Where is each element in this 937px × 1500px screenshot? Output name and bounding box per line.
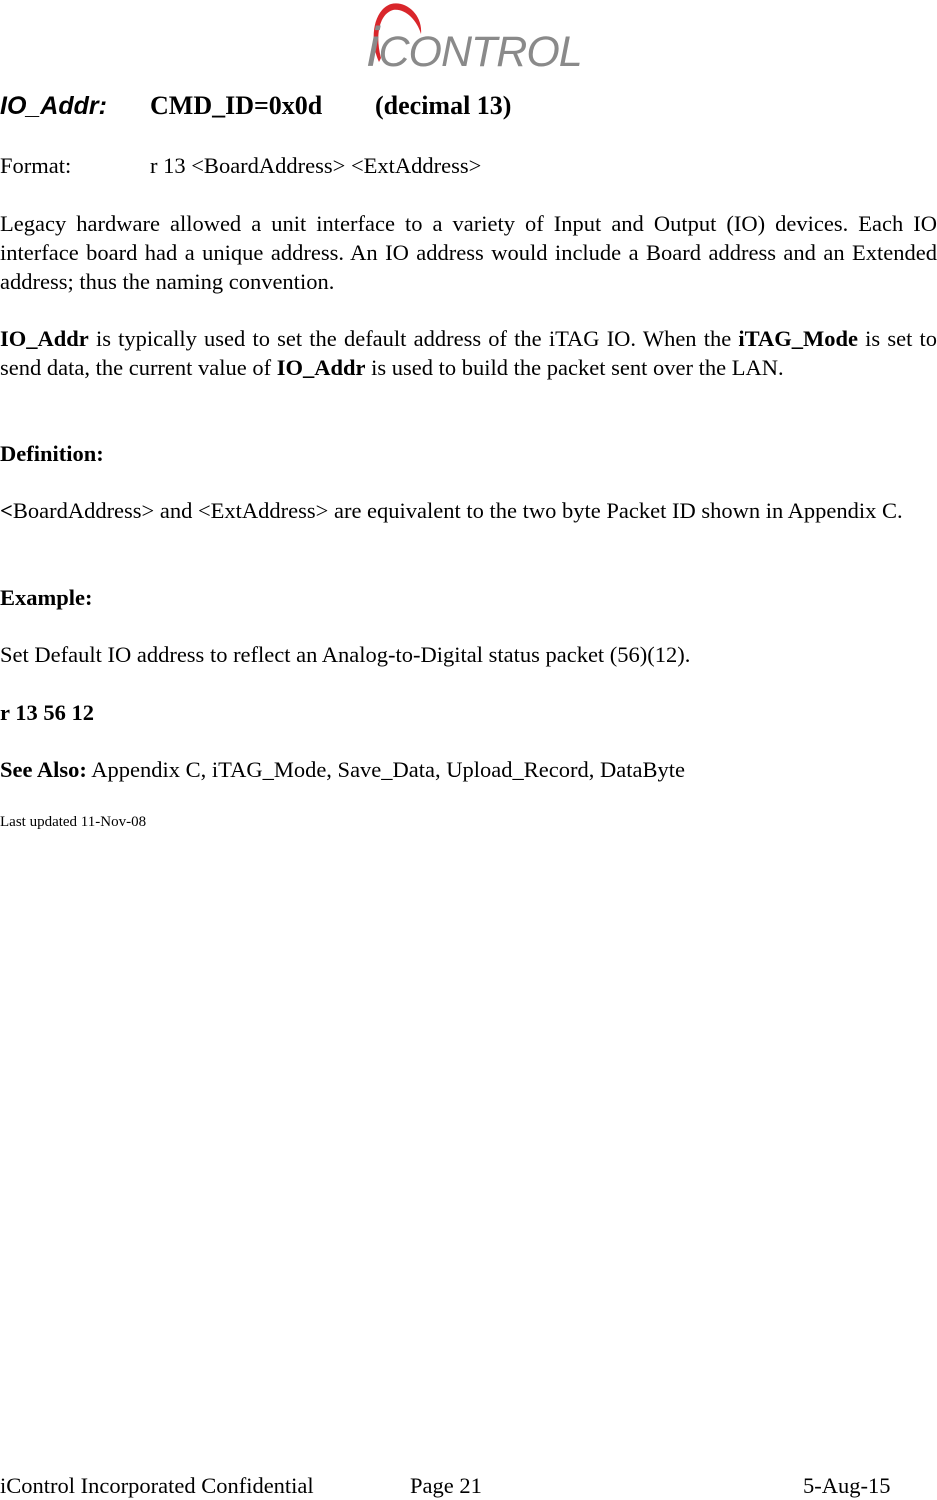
bold-itag-mode: iTAG_Mode — [738, 326, 858, 351]
icontrol-logo — [365, 0, 582, 90]
logo-wordmark: iCONTROL — [367, 15, 582, 78]
bold-io-addr: IO_Addr — [0, 326, 89, 351]
command-name: IO_Addr: — [0, 92, 107, 120]
definition-paragraph: <BoardAddress> and <ExtAddress> are equivalent to the two byte Packet ID shown in Appendix C. — [0, 498, 903, 523]
footer-page-number: Page 21 — [410, 1473, 482, 1498]
see-also-label: See Also: — [0, 757, 87, 782]
example-heading: Example: — [0, 585, 93, 610]
last-updated: Last updated 11-Nov-08 — [0, 814, 147, 830]
definition-heading: Definition: — [0, 441, 104, 466]
format-value: r 13 <BoardAddress> <ExtAddress> — [150, 153, 482, 178]
see-also — [0, 755, 937, 784]
example-paragraph: Set Default IO address to reflect an Analog-to-Digital status packet (56)(12). — [0, 642, 691, 667]
footer-confidential: iControl Incorporated Confidential — [0, 1473, 314, 1498]
format-label: Format: — [0, 153, 72, 178]
usage-paragraph: IO_Addr is typically used to set the default address of the iTAG IO. When the iTAG_Mode is set to send data, the current value of IO_Addr is used to build the packet sent over the LAN. — [0, 326, 937, 380]
format-line — [0, 151, 937, 180]
legacy-paragraph: Legacy hardware allowed a unit interface to a variety of Input and Output (IO) devices. Each IO interface board had a unique address. An IO address would include a Board address and an Extended address; thus the naming convention. — [0, 211, 937, 294]
bold-io-addr-2: IO_Addr — [276, 355, 366, 380]
command-heading — [0, 89, 937, 123]
footer-date: 5-Aug-15 — [803, 1473, 891, 1498]
example-command: r 13 56 12 — [0, 700, 94, 725]
page-footer — [0, 1471, 937, 1500]
command-decimal: (decimal 13) — [375, 91, 512, 120]
command-id: CMD_ID=0x0d — [150, 91, 323, 120]
see-also-links: Appendix C, iTAG_Mode, Save_Data, Upload_Record, DataByte — [86, 757, 685, 782]
